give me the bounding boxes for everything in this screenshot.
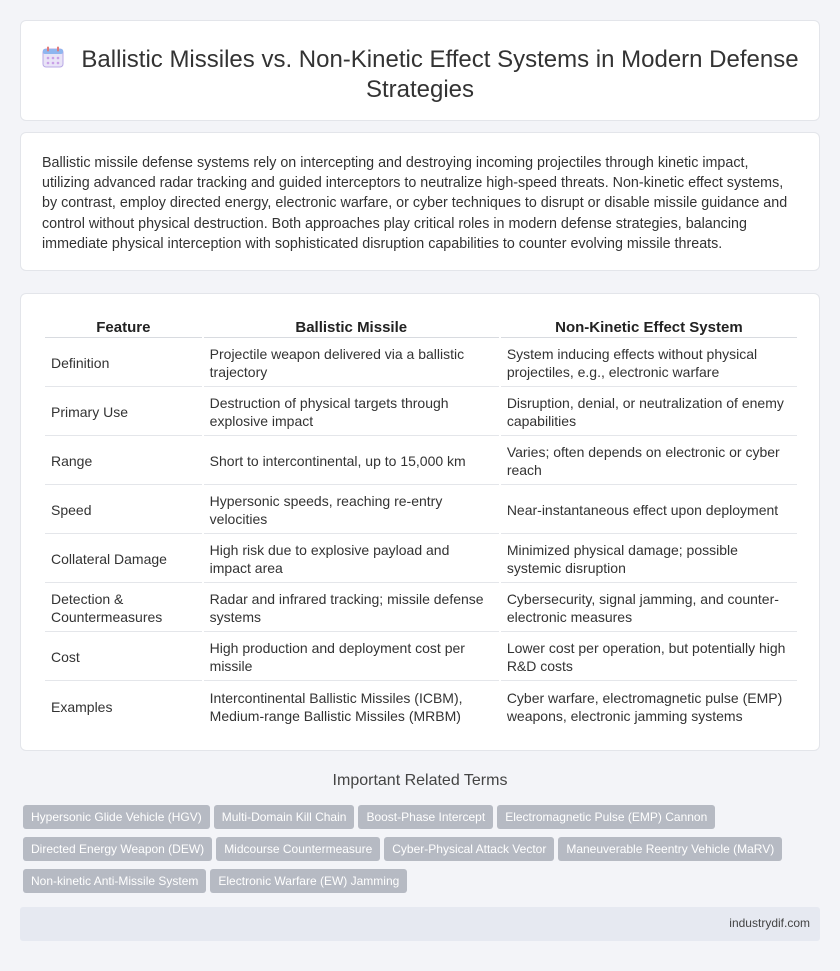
table-row [45,634,797,681]
header-ballistic-missile: Ballistic Missile [204,318,499,338]
comparison-card [20,293,820,751]
row-ballistic: Hypersonic speeds, reaching re-entry velocities [204,487,499,534]
term-tag[interactable]: Multi-Domain Kill Chain [214,805,355,829]
row-feature: Definition [45,340,202,387]
row-feature: Detection & Countermeasures [45,585,202,632]
table-row [45,438,797,485]
term-tag[interactable]: Hypersonic Glide Vehicle (HGV) [23,805,210,829]
row-non-kinetic: Varies; often depends on electronic or cyber reach [501,438,797,485]
table-row [45,340,797,387]
row-ballistic: Short to intercontinental, up to 15,000 km [204,438,499,485]
row-ballistic: High production and deployment cost per missile [204,634,499,681]
row-ballistic: Projectile weapon delivered via a ballistic trajectory [204,340,499,387]
intro-card [20,132,820,271]
page-title [21,45,819,105]
table-header-row [45,318,797,338]
term-tag[interactable]: Electromagnetic Pulse (EMP) Cannon [497,805,715,829]
row-ballistic: Radar and infrared tracking; missile defense systems [204,585,499,632]
row-ballistic: High risk due to explosive payload and impact area [204,536,499,583]
header-feature: Feature [45,318,202,338]
row-non-kinetic: Cyber warfare, electromagnetic pulse (EMP) weapons, electronic jamming systems [506,689,783,724]
row-non-kinetic: Disruption, denial, or neutralization of enemy capabilities [501,389,797,436]
footer [20,907,820,941]
row-ballistic: Intercontinental Ballistic Missiles (ICBM), Medium-range Ballistic Missiles (MRBM) [209,689,463,724]
related-terms-heading: Important Related Terms [332,772,508,789]
row-non-kinetic: System inducing effects without physical projectiles, e.g., electronic warfare [501,340,797,387]
term-tag[interactable]: Midcourse Countermeasure [216,837,380,861]
row-feature: Collateral Damage [45,536,202,583]
table-row [45,683,797,730]
term-tag[interactable]: Non-kinetic Anti-Missile System [23,869,206,893]
title-card [20,20,820,121]
comparison-table [43,316,799,732]
row-non-kinetic: Minimized physical damage; possible systemic disruption [501,536,797,583]
row-feature: Examples [51,698,113,715]
calendar-icon [41,45,65,69]
row-non-kinetic: Lower cost per operation, but potentially high R&D costs [501,634,797,681]
intro-paragraph: Ballistic missile defense systems rely on intercepting and destroying incoming projectiles through kinetic impact, utilizing advanced radar tracking and guided interceptors to neutralize high-speed threats. Non-kinetic effect systems, by contrast, employ directed energy, electronic warfare, or cyber techniques to disrupt or disable missile guidance and control without physical destruction. Both approaches play critical roles in modern defense strategies, balancing immediate physical interception with sophisticated disruption capabilities to counter evolving missile threats. [42,155,788,252]
row-feature: Primary Use [45,389,202,436]
row-non-kinetic: Near-instantaneous effect upon deployment [501,487,797,534]
term-tag[interactable]: Electronic Warfare (EW) Jamming [210,869,407,893]
footer-site-link[interactable]: industrydif.com [729,916,810,930]
term-tag[interactable]: Boost-Phase Intercept [358,805,493,829]
table-row [45,585,797,632]
term-tag[interactable]: Maneuverable Reentry Vehicle (MaRV) [558,837,782,861]
term-tag[interactable]: Cyber-Physical Attack Vector [384,837,554,861]
row-feature: Speed [45,487,202,534]
header-non-kinetic: Non-Kinetic Effect System [501,318,797,338]
table-row [45,487,797,534]
related-terms-list [23,805,813,901]
row-non-kinetic: Cybersecurity, signal jamming, and counter-electronic measures [501,585,797,632]
term-tag[interactable]: Directed Energy Weapon (DEW) [23,837,212,861]
title-text: Ballistic Missiles vs. Non-Kinetic Effect Systems in Modern Defense Strategies [81,46,799,103]
row-ballistic: Destruction of physical targets through explosive impact [204,389,499,436]
table-row [45,389,797,436]
row-feature: Range [45,438,202,485]
row-feature: Cost [45,634,202,681]
table-row [45,536,797,583]
